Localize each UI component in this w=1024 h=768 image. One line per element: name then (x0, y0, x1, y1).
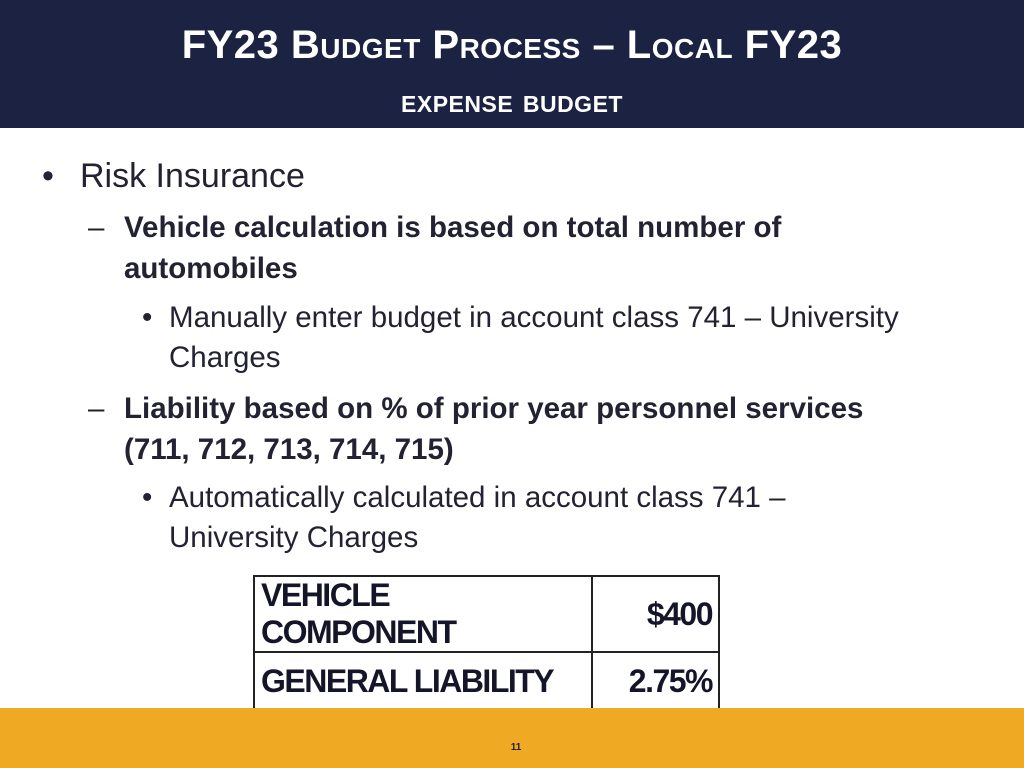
table-row (254, 652, 719, 710)
dash-marker: – (88, 392, 105, 425)
detail-liability (142, 478, 902, 558)
sub-bullet-liability (88, 388, 908, 470)
bullet-text: Risk Insurance (80, 157, 305, 195)
slide-title: FY23 Budget Process – Local FY23 (181, 23, 843, 67)
detail-text: Manually enter budget in account class 741 – University Charges (169, 301, 899, 374)
rate-label: VEHICLE COMPONENT (254, 576, 592, 652)
rates-table (253, 575, 720, 711)
detail-text: Automatically calculated in account class 741 – University Charges (169, 481, 786, 554)
dash-marker: – (88, 211, 105, 244)
sub-bullet-text: Vehicle calculation is based on total number of automobiles (124, 211, 782, 285)
rate-value: 2.75% (592, 652, 719, 710)
rate-value: $400 (592, 576, 719, 652)
rate-label: GENERAL LIABILITY (254, 652, 592, 710)
page-number: 11 (510, 742, 522, 753)
table-row (254, 576, 719, 652)
bullet-marker: • (142, 301, 153, 334)
bullet-marker: • (142, 481, 153, 514)
sub-bullet-text: Liability based on % of prior year personnel services (711, 712, 713, 714, 715) (124, 392, 864, 466)
bullet-marker: • (42, 157, 54, 195)
title-bar (0, 0, 1024, 128)
footer-bar (0, 708, 1024, 768)
sub-bullet-vehicle (88, 207, 908, 289)
detail-vehicle (142, 298, 902, 378)
slide-subtitle: expense budget (401, 82, 623, 119)
